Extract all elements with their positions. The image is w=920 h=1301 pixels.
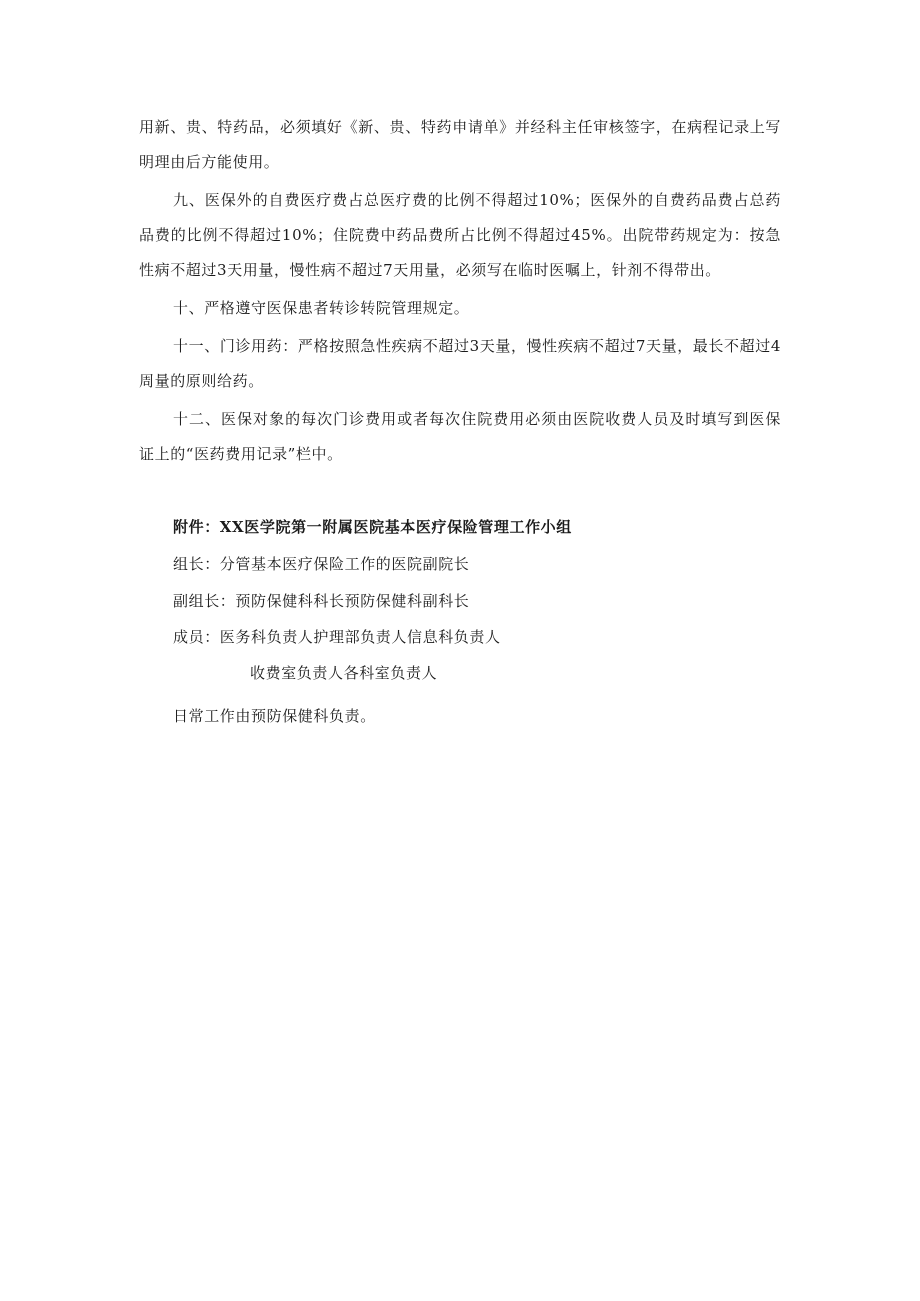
paragraph-9: 九、医保外的自费医疗费占总医疗费的比例不得超过10%；医保外的自费药品费占总药品费的比例不得超过10%；住院费中药品费所占比例不得超过45%。出院带药规定为：按急性病不超过3天用量，慢性病不超过7天用量，必须写在临时医嘱上，针剂不得带出。 — [139, 191, 781, 279]
paragraph-12: 十二、医保对象的每次门诊费用或者每次住院费用必须由医院收费人员及时填写到医保证上的“医药费用记录”栏中。 — [139, 410, 781, 463]
rules-body — [139, 110, 781, 472]
paragraph-11: 十一、门诊用药：严格按照急性疾病不超过3天量，慢性疾病不超过7天量，最长不超过4周量的原则给药。 — [139, 337, 781, 390]
appendix-leader: 组长：分管基本医疗保险工作的医院副院长 — [173, 555, 470, 573]
appendix-daily-work: 日常工作由预防保健科负责。 — [173, 707, 376, 725]
paragraph-8-continuation: 用新、贵、特药品，必须填好《新、贵、特药申请单》并经科主任审核签字，在病程记录上写明理由后方能使用。 — [139, 118, 781, 171]
appendix-members-continued: 收费室负责人各科室负责人 — [250, 664, 438, 682]
paragraph-10: 十、严格遵守医保患者转诊转院管理规定。 — [173, 299, 470, 317]
appendix-deputy-leader: 副组长：预防保健科科长预防保健科副科长 — [173, 592, 470, 610]
appendix-title: 附件：XX医学院第一附属医院基本医疗保险管理工作小组 — [173, 518, 572, 536]
appendix-members: 成员：医务科负责人护理部负责人信息科负责人 — [173, 628, 501, 646]
